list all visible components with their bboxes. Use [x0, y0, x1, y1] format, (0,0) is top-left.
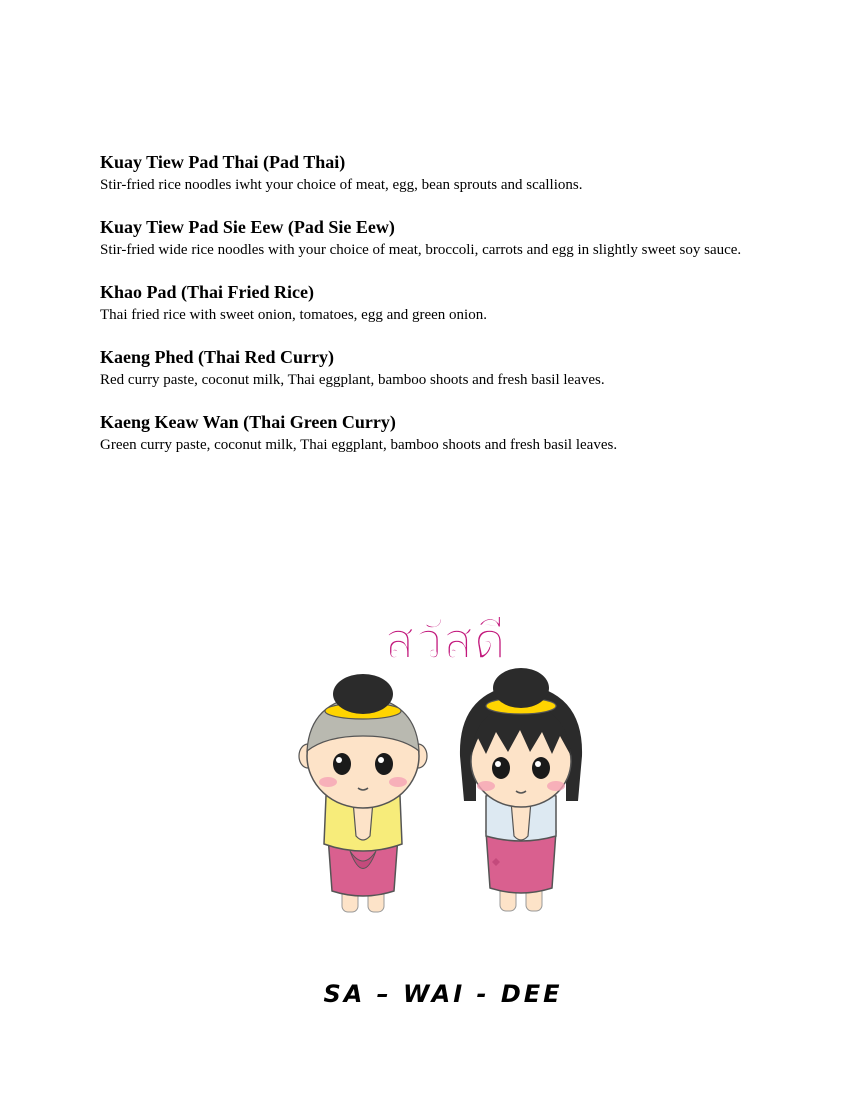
menu-item-title: Kuay Tiew Pad Thai (Pad Thai) — [100, 152, 346, 172]
menu-item-khao-pad — [100, 280, 790, 327]
menu-item-kaeng-phed — [100, 345, 790, 392]
menu-item-description: Green curry paste, coconut milk, Thai eggplant, bamboo shoots and fresh basil leaves. — [100, 437, 618, 453]
menu-item-pad-thai — [100, 150, 790, 197]
menu-item-description: Stir-fried wide rice noodles with your choice of meat, broccoli, carrots and egg in slightly sweet soy sauce. — [100, 242, 742, 258]
menu-item-title: Kaeng Phed (Thai Red Curry) — [100, 347, 334, 367]
menu-item-description: Thai fried rice with sweet onion, tomatoes, egg and green onion. — [100, 307, 487, 323]
thai-greeting-text: สวัสดี — [384, 612, 506, 670]
menu-item-title: Kaeng Keaw Wan (Thai Green Curry) — [100, 412, 396, 432]
menu-item-description: Red curry paste, coconut milk, Thai eggplant, bamboo shoots and fresh basil leaves. — [100, 372, 605, 388]
menu-item-title: Kuay Tiew Pad Sie Eew (Pad Sie Eew) — [100, 217, 395, 237]
menu-item-title: Khao Pad (Thai Fried Rice) — [100, 282, 314, 302]
boy-character — [299, 674, 427, 912]
menu-item-kaeng-keaw-wan — [100, 410, 790, 457]
menu-item-description: Stir-fried rice noodles iwht your choice of meat, egg, bean sprouts and scallions. — [100, 177, 583, 193]
sawasdee-illustration — [290, 596, 600, 926]
girl-character — [460, 668, 582, 911]
menu-item-pad-sie-eew — [100, 215, 790, 262]
sawasdee-caption: SA – WAI - DEE — [323, 980, 563, 1008]
menu-list — [100, 150, 790, 475]
